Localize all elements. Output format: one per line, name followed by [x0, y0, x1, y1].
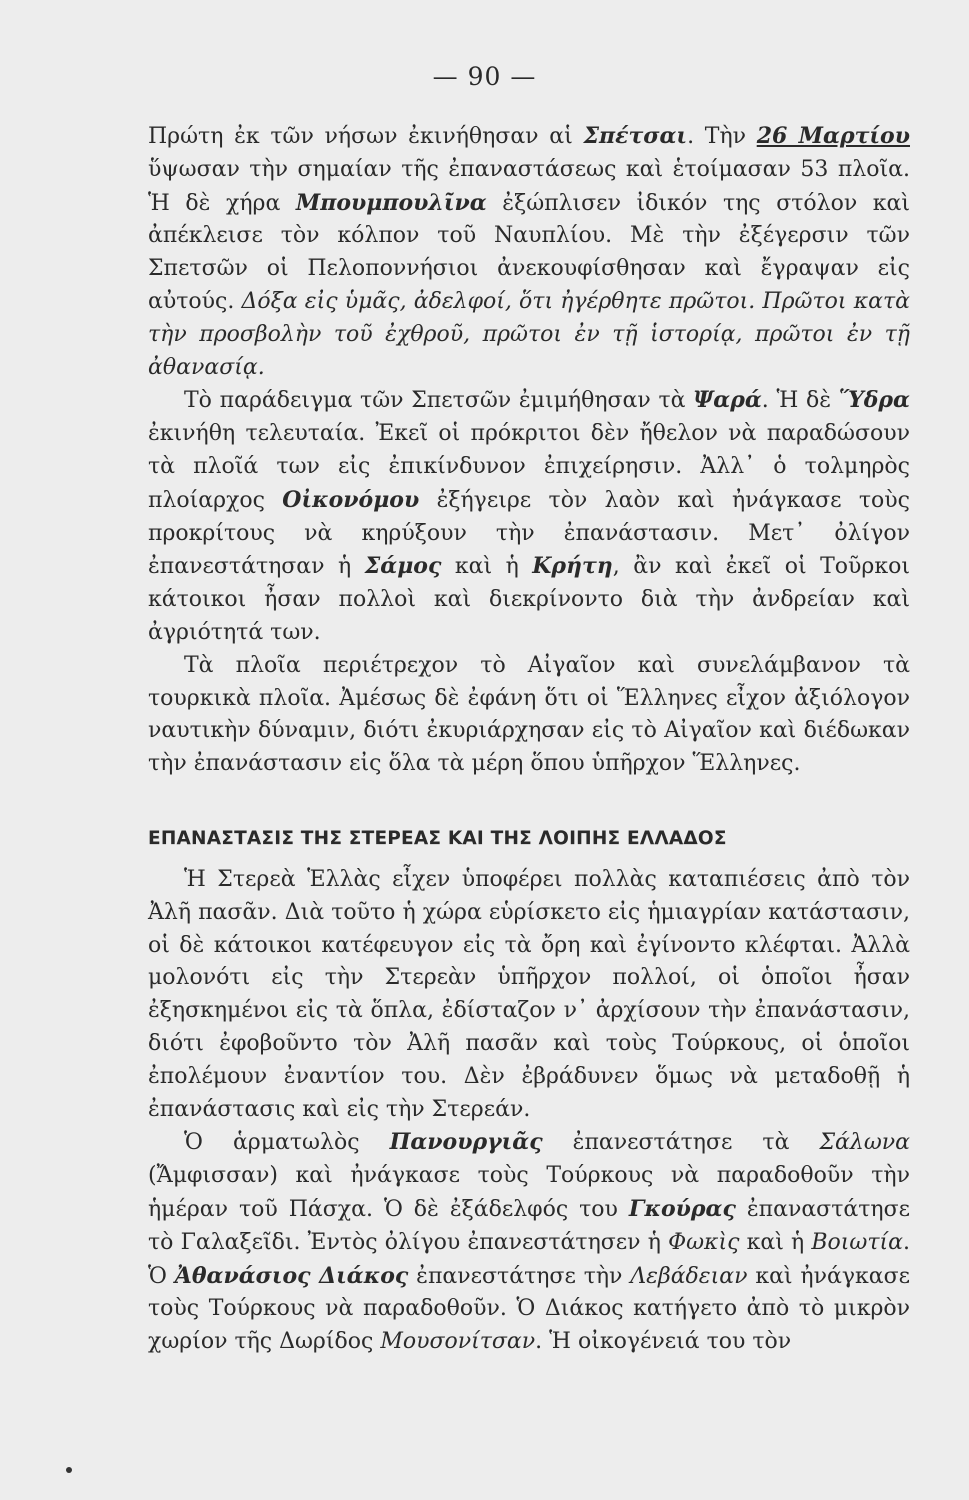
text-run: καὶ ἠνάγκασε τοὺς Τούρκους νὰ παραδοθοῦν. Ὁ Διάκος κατήγετο ἀπὸ τὸ μικρὸν χωρίον τῆς Δωρίδος [148, 1263, 910, 1355]
emphasis-gkouras: Γκούρας [628, 1195, 736, 1222]
text-run: Τὸ παράδειγμα τῶν Σπετσῶν ἐμιμήθησαν τὰ [184, 388, 694, 414]
text-run: Ὁ ἁρματωλὸς [184, 1130, 390, 1156]
text-run: καὶ ἡ [739, 1229, 812, 1255]
emphasis-panourgias: Πανουργιᾶς [389, 1129, 543, 1156]
paragraph [148, 384, 910, 649]
text-run: ἐξώπλισεν ἰδικόν της στόλον καὶ ἀπέκλεισε τὸν κόλπον τοῦ Ναυπλίου. Μὲ τὴν ἐξέγερσιν τῶν Σπετσῶν οἱ Πελοποννήσιοι ἀνεκουφίσθησαν καὶ ἔγραψαν εἰς αὐτούς. [148, 190, 910, 314]
quotation: Δόξα εἰς ὑμᾶς, ἀδελφοί, ὅτι ἠγέρθητε πρῶτοι. Πρῶτοι κατὰ τὴν προσβολὴν τοῦ ἐχθροῦ, πρῶτοι ἐν τῇ ἱστορίᾳ, πρῶτοι ἐν τῇ ἀθανασίᾳ. [148, 288, 911, 380]
text-run: . Ἡ οἰκογένειά του τὸν [535, 1329, 792, 1355]
section-heading: ΕΠΑΝΑΣΤΑΣΙΣ ΤΗΣ ΣΤΕΡΕΑΣ ΚΑΙ ΤΗΣ ΛΟΙΠΗΣ ΕΛΛΑΔΟΣ [148, 828, 727, 849]
text-run: ἐπανεστάτησε τὴν [408, 1263, 631, 1289]
text-run: ἐπανεστάτησε τὰ [542, 1130, 820, 1156]
emphasis-oikonomou: Οἰκονόμου [282, 486, 420, 513]
page-number: — 90 — [432, 62, 537, 91]
text-run: ἐκινήθη τελευταία. Ἐκεῖ οἱ πρόκριτοι δὲν ἤθελον νὰ παραδώσουν τὰ πλοῖά των εἰς ἐπικίνδυνον ἐπιχείρησιν. Ἀλλ᾽ ὁ τολμηρὸς πλοίαρχος [148, 421, 910, 513]
text-run: καὶ ἡ [441, 554, 533, 580]
text-run: Πρώτη ἐκ τῶν νήσων ἐκινήθησαν αἱ [148, 124, 584, 149]
paragraph [148, 120, 910, 384]
text-run: . Τὴν [687, 124, 757, 149]
emphasis-psara: Ψαρά [693, 387, 762, 414]
section-spetses-text [148, 120, 910, 781]
emphasis-date: 26 Μαρτίου [756, 123, 910, 149]
text-run: , ἂν καὶ ἐκεῖ οἱ Τοῦρκοι κάτοικοι ἦσαν πολλοὶ καὶ διεκρίνοντο διὰ τὴν ἀνδρείαν καὶ ἀγριότητά των. [148, 554, 910, 645]
text-run: Ἡ Στερεὰ Ἑλλὰς εἶχεν ὑποφέρει πολλὰς καταπιέσεις ἀπὸ τὸν Ἀλῆ πασᾶν. Διὰ τοῦτο ἡ χώρα εὑρίσκετο εἰς ἡμιαγρίαν κατάστασιν, οἱ δὲ κάτοικοι κατέφευγον εἰς τὰ ὄρη καὶ ἐγίνοντο κλέφται. Ἀλλὰ μολονότι εἰς τὴν Στερεὰν ὑπῆρχον πολλοί, οἱ ὁποῖοι ἦσαν ἐξησκημένοι εἰς τὰ ὅπλα, ἐδίσταζον ν᾽ ἀρχίσουν τὴν ἐπανάστασιν, διότι ἐφοβοῦντο τὸν Ἀλῆ πασᾶν καὶ τοὺς Τούρκους, οἱ ὁποῖοι ἐπολέμουν ἐναντίον του. Δὲν ἐβράδυνεν ὅμως νὰ μεταδοθῇ ἡ ἐπανάστασις καὶ εἰς τὴν Στερεάν. [148, 867, 910, 1122]
text-run: ὕψωσαν τὴν σημαίαν τῆς ἐπαναστάσεως καὶ ἑτοίμασαν 53 πλοῖα. Ἡ δὲ χήρα [148, 156, 910, 216]
place-levadeia: Λεβάδειαν [630, 1263, 748, 1289]
text-run: ἐξήγειρε τὸν λαὸν καὶ ἠνάγκασε τοὺς προκρίτους νὰ κηρύξουν τὴν ἐπανάστασιν. Μετ᾽ ὀλίγον ἐπανεστάτησαν ἡ [148, 487, 910, 580]
text-run: ἐπαναστάτησε τὸ Γαλαξεῖδι. Ἐντὸς ὀλίγου ἐπανεστάτησεν ἡ [148, 1196, 910, 1255]
paragraph [148, 864, 910, 1126]
emphasis-hydra: Ὕδρα [838, 387, 910, 414]
emphasis-samos: Σάμος [364, 553, 442, 580]
ink-dot-mark [66, 1467, 72, 1473]
place-salona: Σάλωνα [819, 1130, 910, 1156]
section-sterea-text [148, 864, 910, 1359]
emphasis-bouboulina: Μπουμπουλῖνα [295, 189, 487, 216]
text-run: . Ὁ [148, 1229, 910, 1289]
place-voiotia: Βοιωτία [811, 1229, 903, 1255]
place-fokis: Φωκὶς [668, 1229, 740, 1255]
emphasis-crete: Κρήτη [532, 553, 613, 580]
text-run: (Ἄμφισσαν) καὶ ἠνάγκασε τοὺς Τούρκους νὰ παραδοθοῦν τὴν ἡμέραν τοῦ Πάσχα. Ὁ δὲ ἐξάδελφός του [148, 1163, 910, 1222]
emphasis-athanasios-diakos: Ἀθανάσιος Διάκος [174, 1262, 409, 1289]
emphasis-spetses: Σπέτσαι [583, 123, 688, 149]
text-run: . Ἡ δὲ [761, 388, 839, 414]
paragraph [148, 650, 910, 781]
text-run: Τὰ πλοῖα περιέτρεχον τὸ Αἰγαῖον καὶ συνελάμβανον τὰ τουρκικὰ πλοῖα. Ἀμέσως δὲ ἐφάνη ὅτι οἱ Ἕλληνες εἶχον ἀξιόλογον ναυτικὴν δύναμιν, διότι ἐκυριάρχησαν εἰς τὸ Αἰγαῖον καὶ διέδωκαν τὴν ἐπανάστασιν εἰς ὅλα τὰ μέρη ὅπου ὑπῆρχον Ἕλληνες. [148, 652, 910, 777]
paragraph [148, 1126, 910, 1359]
place-mousonitsa: Μουσονίτσαν [380, 1329, 536, 1355]
